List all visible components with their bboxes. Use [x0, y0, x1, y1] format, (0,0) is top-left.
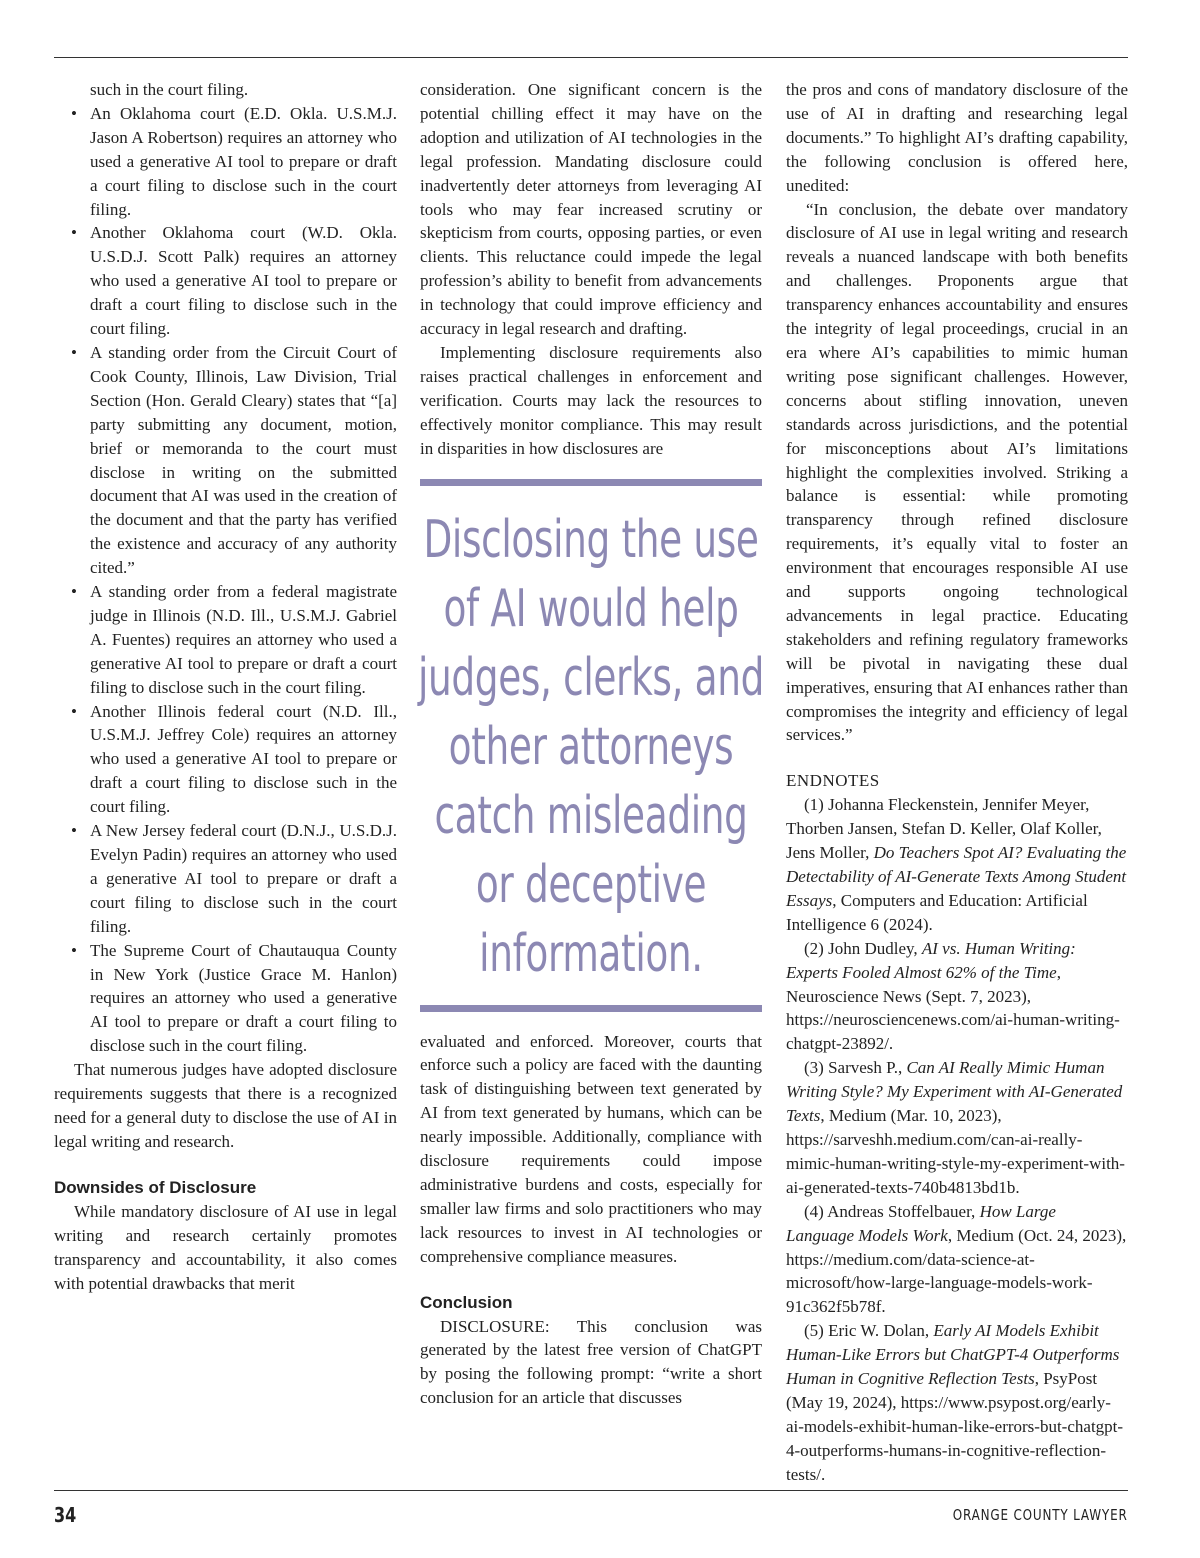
page-number: 34	[54, 1503, 77, 1527]
section-heading-downsides: Downsides of Disclosure	[54, 1177, 257, 1197]
list-item: • Another Illinois federal court (N.D. Ill., U.S.M.J. Jeffrey Cole) requires an attorney who used a generative AI tool to prepare or draft a court filing to disclose such in the court filing.	[54, 700, 397, 820]
pull-quote-bottom-rule	[420, 1005, 762, 1012]
downsides-paragraph: While mandatory disclosure of AI use in legal writing and research certainly promotes transparency and accountability, it also comes with potential drawbacks that merit	[54, 1201, 397, 1293]
pull-quote-top-rule	[420, 479, 762, 486]
conclusion-paragraph: DISCLOSURE: This conclusion was generated by the latest free version of ChatGPT by posing the following prompt: “write a short conclusion for an article that discusses	[420, 1316, 762, 1408]
body-paragraph: consideration. One significant concern is the potential chilling effect it may have on the adoption and utilization of AI technologies in the legal profession. Mandating disclosure could inadvertently deter attorneys from leveraging AI tools who may fear increased scrutiny or skepticism from courts, opposing parties, or even clients. This reluctance could impede the legal profession’s ability to benefit from advancements in technology that could improve efficiency and accuracy in legal research and drafting.	[420, 80, 762, 339]
column-1	[54, 78, 397, 1295]
endnote: (2) John Dudley, AI vs. Human Writing: Experts Fooled Almost 62% of the Time, Neuroscience News (Sept. 7, 2023), https://neurosciencenews.com/ai-human-writing-chatgpt-23892/.	[786, 938, 1120, 1054]
summary-paragraph: That numerous judges have adopted disclosure requirements suggests that there is a recognized need for a general duty to disclose the use of AI in legal writing and research.	[54, 1060, 397, 1151]
body-paragraph: the pros and cons of mandatory disclosure of the use of AI in drafting and researching legal documents.” To highlight AI’s drafting capability, the following conclusion is offered here, unedited:	[786, 80, 1128, 195]
endnote: (1) Johanna Fleckenstein, Jennifer Meyer, Thorben Jansen, Stefan D. Keller, Olaf Koller, Jens Moller, Do Teachers Spot AI? Evaluating the Detectability of AI-Generate Texts Among Student Essays, Computers and Education: Artificial Intelligence 6 (2024).	[786, 795, 1127, 934]
list-item: • A New Jersey federal court (D.N.J., U.S.D.J. Evelyn Padin) requires an attorney who used a generative AI tool to prepare or draft a court filing to disclose such in the court filing.	[54, 819, 397, 939]
list-item: • The Supreme Court of Chautauqua County in New York (Justice Grace M. Hanlon) requires an attorney who used a generative AI tool to prepare or draft a court filing to disclose such in the court filing.	[54, 939, 397, 1059]
body-paragraph: Implementing disclosure requirements also raises practical challenges in enforcement and verification. Courts may lack the resources to effectively monitor compliance. This may result in disparities in how disclosures are	[420, 342, 762, 458]
column-2	[417, 78, 765, 1410]
endnote: (5) Eric W. Dolan, Early AI Models Exhibit Human-Like Errors but ChatGPT-4 Outperforms Human in Cognitive Reflection Tests, PsyPost (May 19, 2024), https://www.psypost.org/early-ai-models-exhibit-human-like-errors-but-chatgpt-4-outperforms-humans-in-cognitive-reflection-tests/.	[786, 1321, 1124, 1484]
list-item: • Another Oklahoma court (W.D. Okla. U.S.D.J. Scott Palk) requires an attorney who used a generative AI tool to prepare or draft a court filing to disclose such in the court filing.	[54, 221, 397, 341]
list-item: • A standing order from a federal magistrate judge in Illinois (N.D. Ill., U.S.M.J. Gabriel A. Fuentes) requires an attorney who used a generative AI tool to prepare or draft a court filing to disclose such in the court filing.	[54, 580, 397, 700]
top-rule	[54, 57, 1128, 58]
quoted-conclusion: “In conclusion, the debate over mandatory disclosure of AI use in legal writing and research reveals a nuanced landscape with both benefits and challenges. Proponents argue that transparency enhances accountability and ensures the integrity of legal proceedings, crucial in an era where AI’s capabilities to mimic human writing pose significant challenges. However, concerns about stifling innovation, uneven standards across jurisdictions, and the potential for misconceptions about AI’s limitations highlight the complexities involved. Striking a balance is essential: while promoting transparency through refined disclosure requirements, it’s equally vital to foster an environment that encourages responsible AI use and supports ongoing technological advancements in legal practice. Educating stakeholders and refining regulatory frameworks will be pivotal in navigating these dual imperatives, ensuring that AI enhances rather than compromises the integrity and efficiency of legal services.”	[786, 199, 1128, 745]
endnote: (4) Andreas Stoffelbauer, How Large Language Models Work, Medium (Oct. 24, 2023), https://medium.com/data-science-at-microsoft/how-large-language-models-work-91c362f5b78f.	[786, 1201, 1127, 1317]
court-list	[54, 102, 397, 1058]
list-item: • A standing order from the Circuit Court of Cook County, Illinois, Law Division, Trial Section (Hon. Gerald Cleary) states that “[a] party submitting any document, motion, brief or memoranda to the court must disclose in writing on the submitted document that AI was used in the creation of the document and that the party has verified the existence and accuracy of any authority cited.”	[54, 341, 397, 580]
body-paragraph: evaluated and enforced. Moreover, courts that enforce such a policy are faced with the daunting task of distinguishing between text generated by AI from text generated by humans, which can be nearly impossible. Additionally, compliance with disclosure requirements could impose administrative burdens and costs, especially for smaller law firms and solo practitioners who may lack resources to invest in AI technologies or comprehensive compliance measures.	[420, 1031, 762, 1266]
pull-quote-text: Disclosing the use of AI would help judges, clerks, and other attorneys catch misleading or deceptive information.	[417, 509, 765, 984]
endnotes-heading: ENDNOTES	[786, 771, 880, 791]
continued-text: such in the court filing.	[90, 80, 249, 99]
column-3	[786, 78, 1128, 1487]
bottom-rule	[54, 1490, 1128, 1491]
list-item: • An Oklahoma court (E.D. Okla. U.S.M.J. Jason A Robertson) requires an attorney who used a generative AI tool to prepare or draft a court filing to disclose such in the court filing.	[54, 102, 397, 222]
publication-name: ORANGE COUNTY LAWYER	[953, 1506, 1128, 1524]
section-heading-conclusion: Conclusion	[420, 1292, 513, 1312]
endnote: (3) Sarvesh P., Can AI Really Mimic Human Writing Style? My Experiment with AI-Generated Texts, Medium (Mar. 10, 2023), https://sarveshh.medium.com/can-ai-really-mimic-human-writing-style-my-experiment-with-ai-generated-texts-740b4813bd1b.	[786, 1058, 1125, 1197]
pull-quote	[417, 479, 765, 1012]
